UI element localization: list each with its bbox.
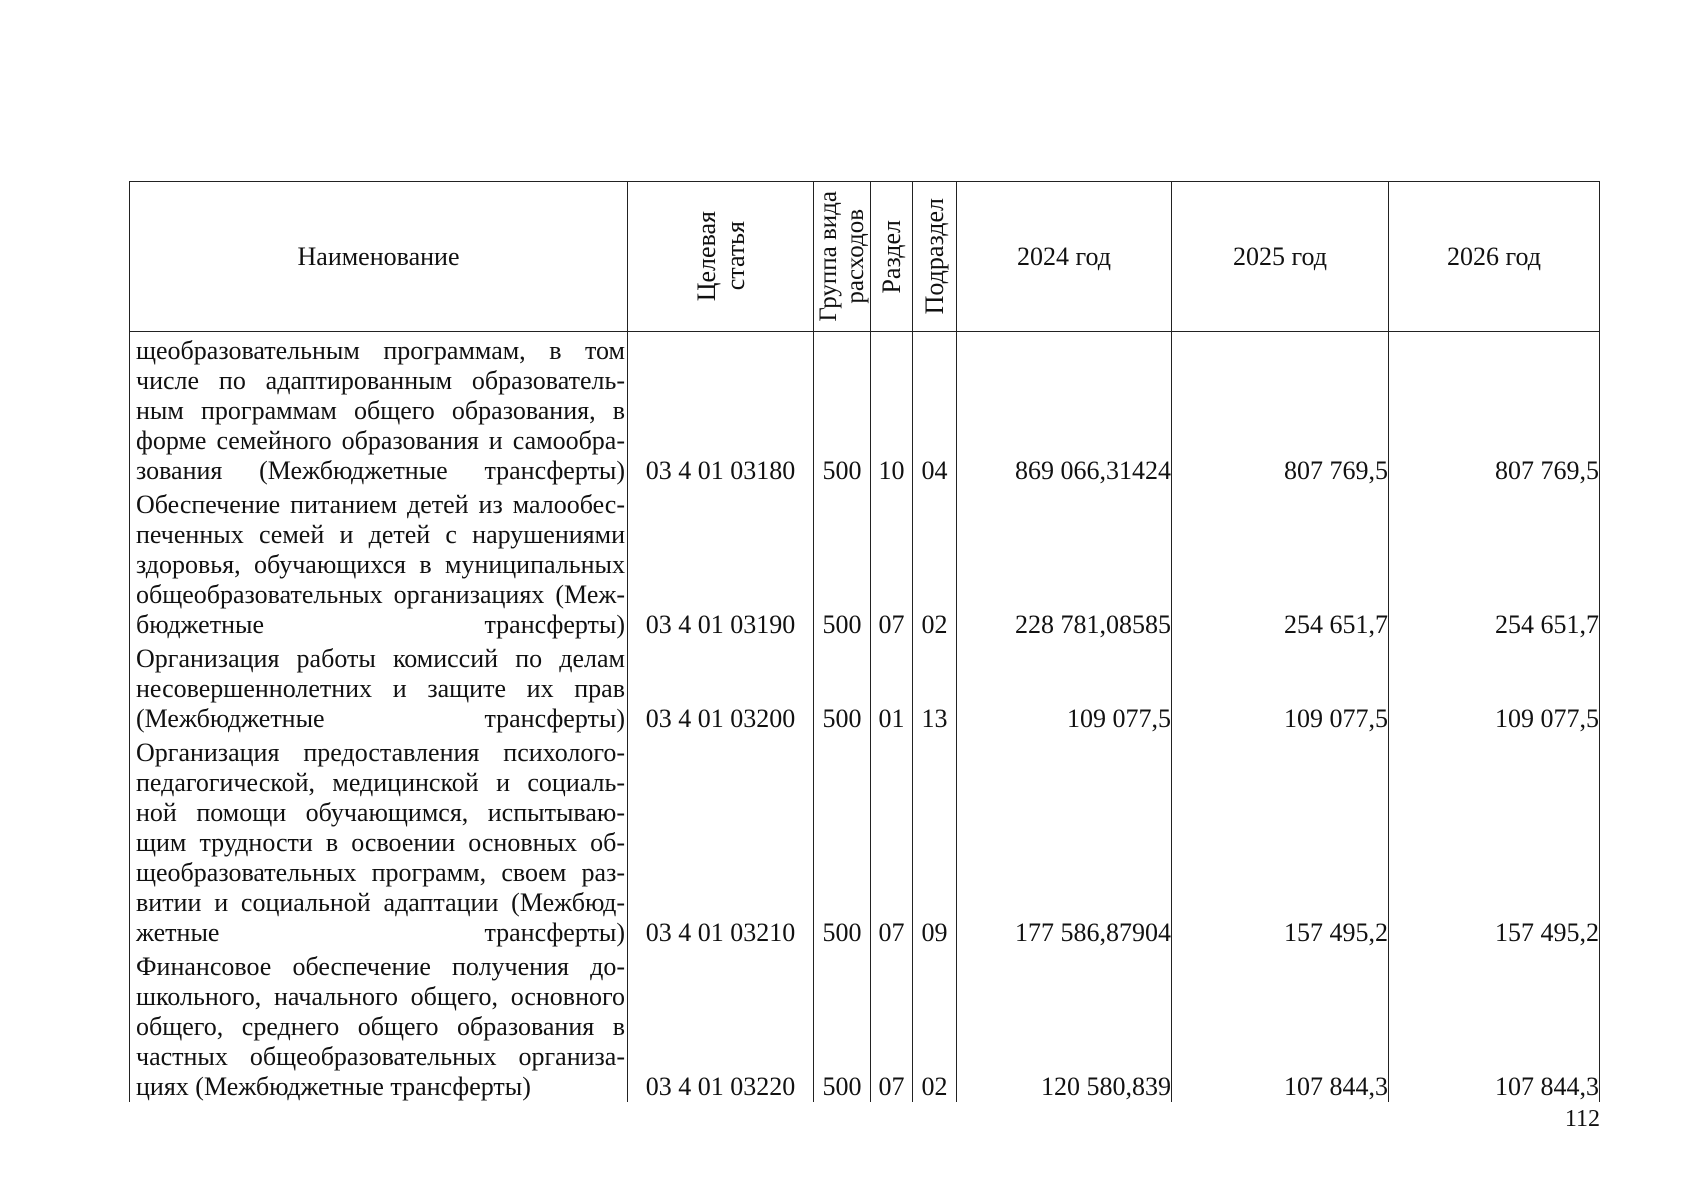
table-row <box>130 486 1600 640</box>
row-subsection: 13 <box>913 640 957 734</box>
row-target-article: 03 4 01 03200 <box>628 640 814 734</box>
row-name: Обеспечение питанием детей из малообес-печенных семей и детей с нарушениями здоровья, обучающихся в муниципальных общеобразовательных организациях (Меж-бюджетные трансферты) <box>130 486 628 640</box>
row-amount-2026: 107 844,3 <box>1389 948 1600 1102</box>
row-amount-2026: 254 651,7 <box>1389 486 1600 640</box>
header-expense-group-label: Группа вида расходов <box>815 191 869 322</box>
header-2025: 2025 год <box>1172 182 1389 332</box>
row-amount-2026: 157 495,2 <box>1389 734 1600 948</box>
header-2024: 2024 год <box>957 182 1172 332</box>
row-amount-2025: 157 495,2 <box>1172 734 1389 948</box>
row-amount-2024: 109 077,5 <box>957 640 1172 734</box>
header-subsection <box>913 182 957 332</box>
row-section: 07 <box>871 948 913 1102</box>
header-section <box>871 182 913 332</box>
row-name: щеобразовательным программам, в том числе по адаптированным образователь-ным программам общего образования, в форме семейного образования и самообра-зования (Межбюджетные трансферты) <box>130 332 628 487</box>
row-section: 07 <box>871 486 913 640</box>
header-name: Наименование <box>130 182 628 332</box>
row-amount-2025: 807 769,5 <box>1172 332 1389 487</box>
row-subsection: 04 <box>913 332 957 487</box>
row-expense-group: 500 <box>814 332 871 487</box>
table-row <box>130 332 1600 487</box>
row-subsection: 02 <box>913 486 957 640</box>
row-amount-2024: 177 586,87904 <box>957 734 1172 948</box>
header-target-article-label: Целевая статья <box>691 211 750 302</box>
budget-table <box>129 181 1600 1102</box>
row-name: Организация работы комиссий по делам несовершеннолетних и защите их прав (Межбюджетные трансферты) <box>130 640 628 734</box>
header-subsection-label: Подраздел <box>920 198 949 315</box>
row-name: Организация предоставления психолого-педагогической, медицинской и социаль-ной помощи обучающимся, испытываю-щим трудности в освоении основных об-щеобразовательных программ, своем раз-витии и социальной адаптации (Межбюд-жетные трансферты) <box>130 734 628 948</box>
row-target-article: 03 4 01 03220 <box>628 948 814 1102</box>
row-amount-2024: 869 066,31424 <box>957 332 1172 487</box>
row-amount-2025: 254 651,7 <box>1172 486 1389 640</box>
row-amount-2026: 807 769,5 <box>1389 332 1600 487</box>
row-amount-2024: 228 781,08585 <box>957 486 1172 640</box>
row-amount-2025: 107 844,3 <box>1172 948 1389 1102</box>
row-target-article: 03 4 01 03180 <box>628 332 814 487</box>
row-target-article: 03 4 01 03190 <box>628 486 814 640</box>
page-number: 112 <box>1564 1106 1600 1132</box>
row-expense-group: 500 <box>814 486 871 640</box>
row-section: 10 <box>871 332 913 487</box>
row-amount-2026: 109 077,5 <box>1389 640 1600 734</box>
row-expense-group: 500 <box>814 734 871 948</box>
row-expense-group: 500 <box>814 640 871 734</box>
row-section: 01 <box>871 640 913 734</box>
row-expense-group: 500 <box>814 948 871 1102</box>
header-expense-group <box>814 182 871 332</box>
header-section-label: Раздел <box>877 219 906 294</box>
table-row <box>130 640 1600 734</box>
header-row <box>130 182 1600 332</box>
header-2026: 2026 год <box>1389 182 1600 332</box>
row-subsection: 09 <box>913 734 957 948</box>
row-name: Финансовое обеспечение получения до-школьного, начального общего, основного общего, среднего общего образования в частных общеобразовательных организа-циях (Межбюджетные трансферты) <box>130 948 628 1102</box>
row-section: 07 <box>871 734 913 948</box>
row-amount-2025: 109 077,5 <box>1172 640 1389 734</box>
header-target-article <box>628 182 814 332</box>
row-target-article: 03 4 01 03210 <box>628 734 814 948</box>
row-subsection: 02 <box>913 948 957 1102</box>
row-amount-2024: 120 580,839 <box>957 948 1172 1102</box>
table-row <box>130 734 1600 948</box>
table-row <box>130 948 1600 1102</box>
